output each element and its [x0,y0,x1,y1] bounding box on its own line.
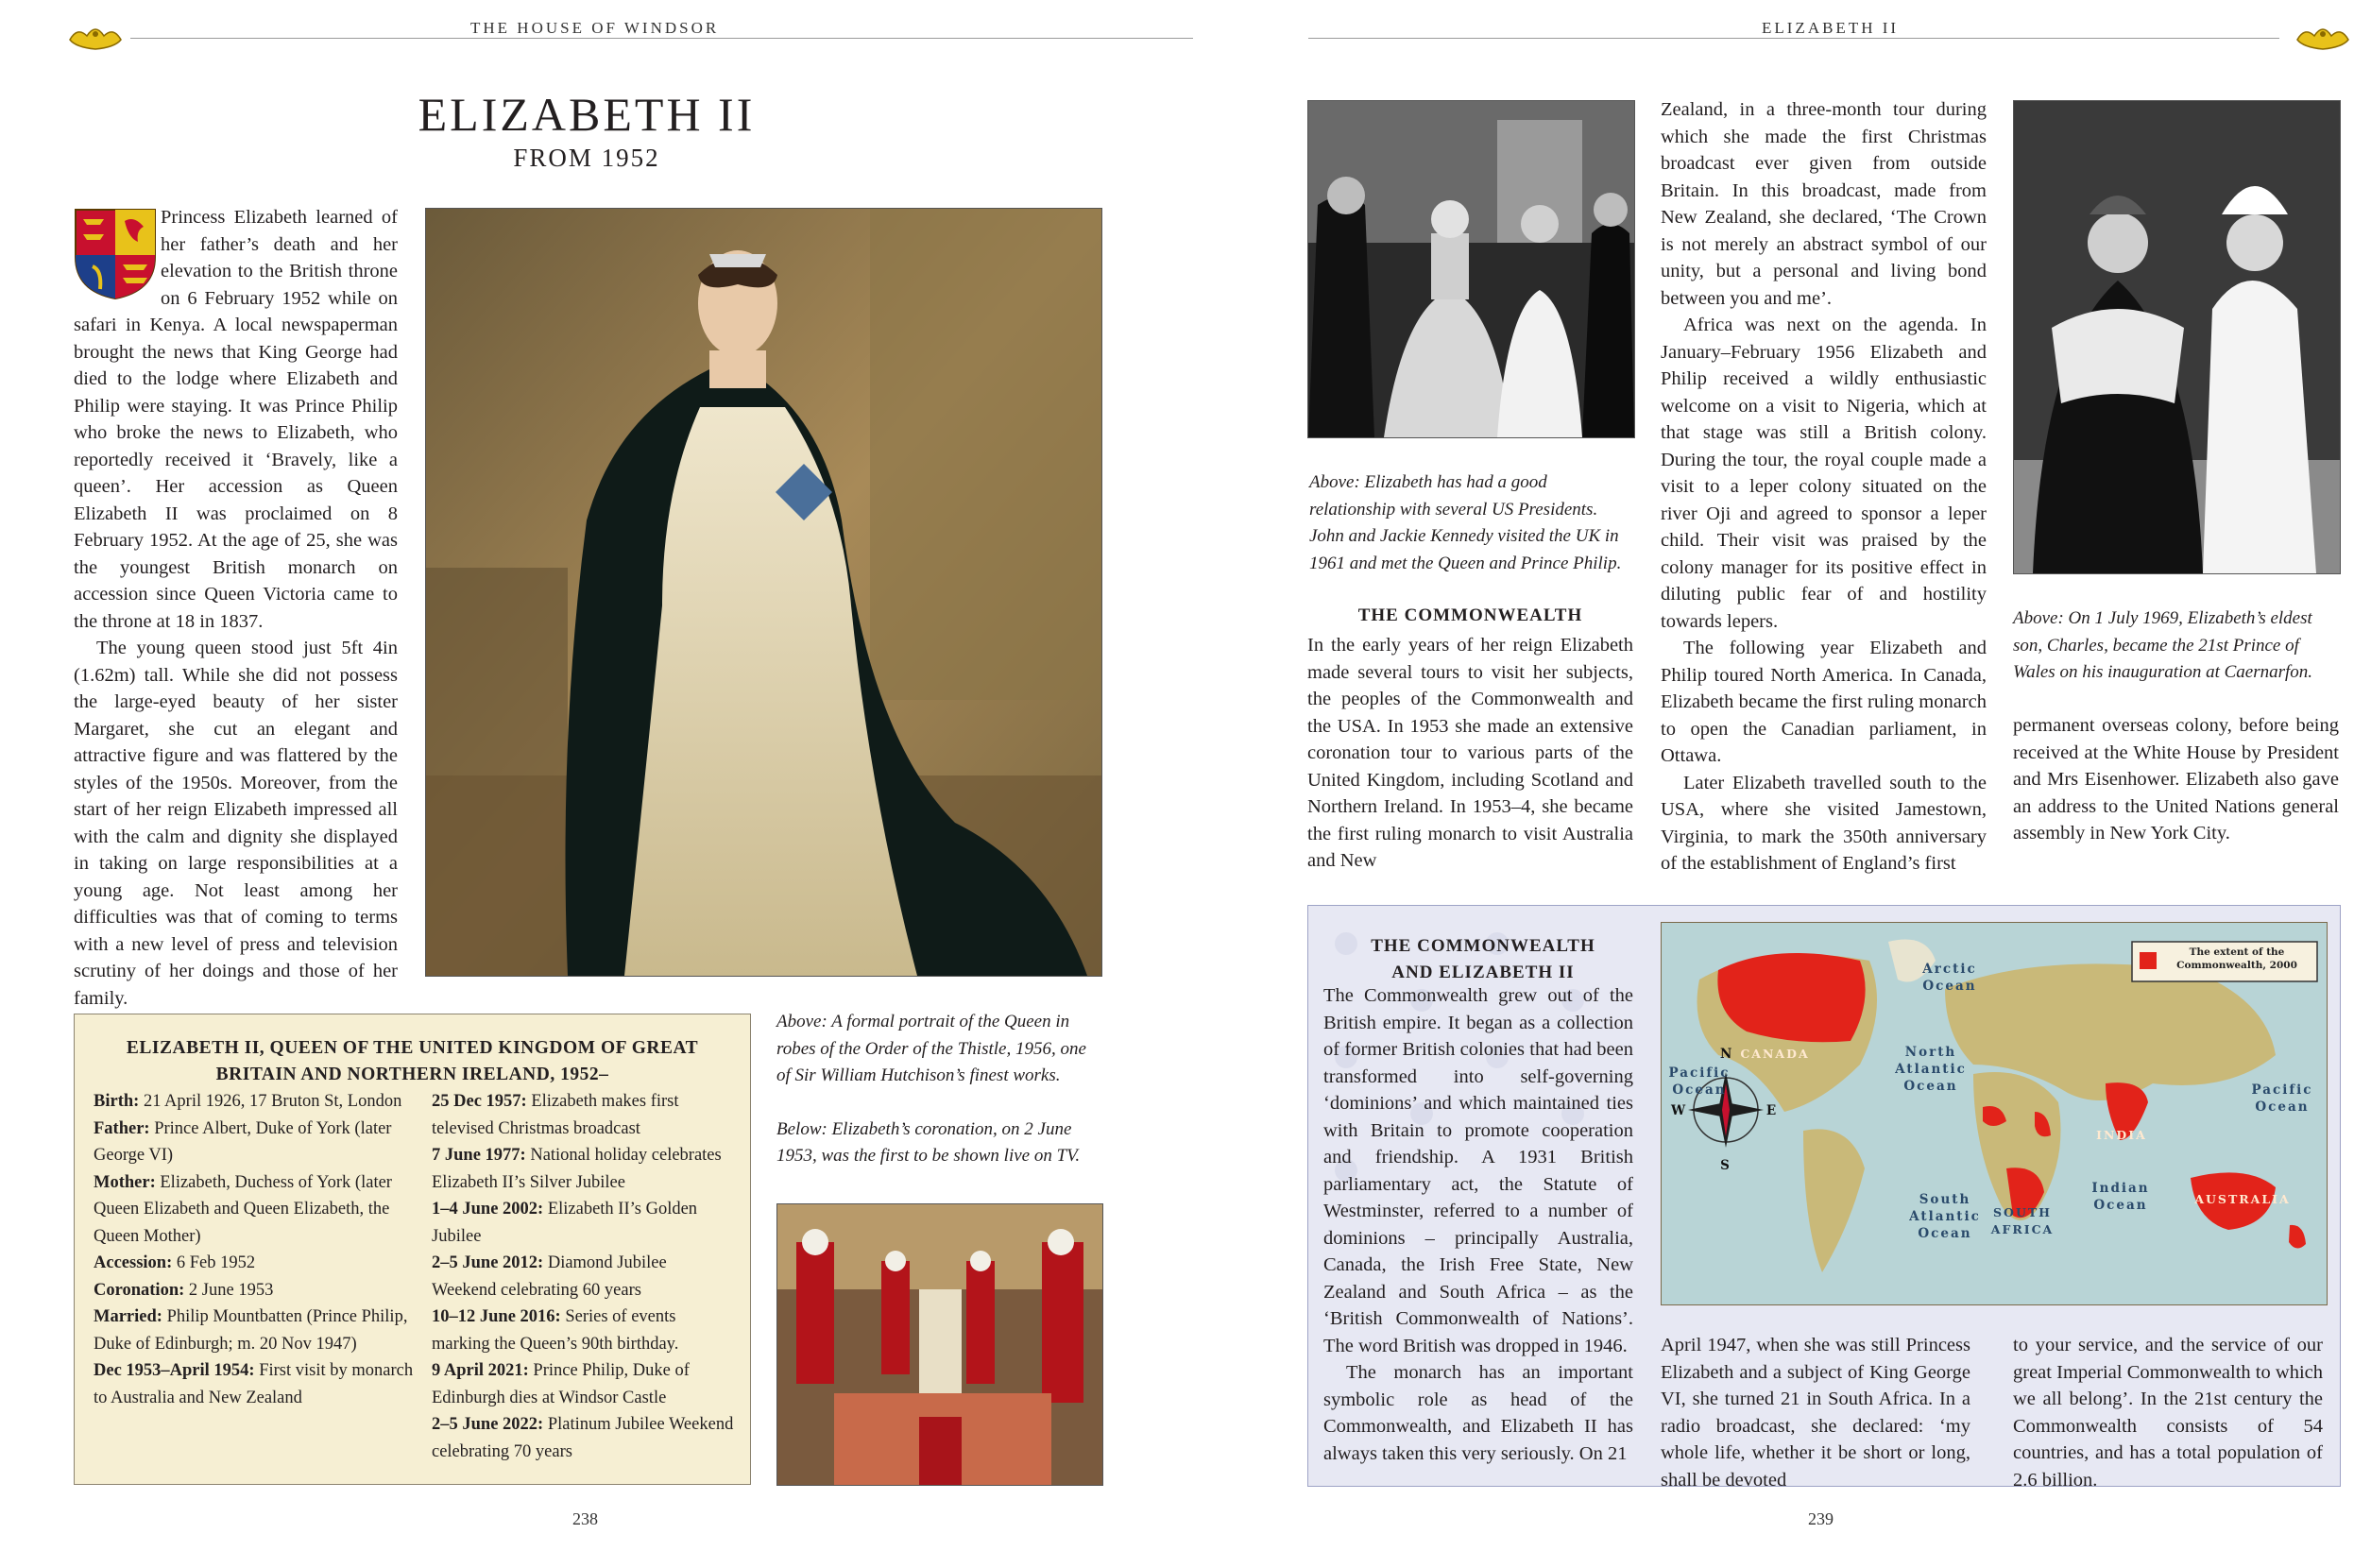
timeline-entry: Mother: Elizabeth, Duchess of York (later Queen Elizabeth and Queen Elizabeth, the Queen Mother) [94,1172,392,1246]
timeline-entry: 1–4 June 2002: Elizabeth II’s Golden Jubilee [432,1200,698,1246]
crown-ornament-icon [2294,21,2352,55]
kennedy-visit-photo [1307,100,1635,438]
body-paragraph: The Commonwealth grew out of the British empire. It began as a collection of former British colonies that had been transformed into self-governing ‘dominions’ and which maintained ties with Britain to promote cooperation and friendship. A 1931 British parliamentary act, the Statute of Westminster, referred to a number of dominions – principally Australia, Canada, the Irish Free State, New Zealand and South Africa – as the ‘British Commonwealth of Nations’. The word British was dropped in 1946. [1323,985,1633,1356]
coronation-photo [776,1203,1103,1486]
caption-kennedy: Above: Elizabeth has had a good relationship with several US Presidents. John and Jackie Kennedy visited the UK in 1961 and met the Queen and Prince Philip. [1309,472,1622,573]
body-paragraph: permanent overseas colony, before being received at the White House by President and Mrs Eisenhower. Elizabeth also gave an address to the United Nations general assembly in New York City. [2013,715,2339,844]
crown-ornament-icon [66,21,125,55]
right-body-column [2013,712,2339,847]
body-paragraph: to your service, and the service of our great Imperial Commonwealth to which we all belong’. In the 21st century the Commonwealth consists of 54 countries, and has a total population of 2.6 billion. [2013,1335,2323,1491]
body-paragraph: The monarch has an important symbolic role as head of the Commonwealth, and Elizabeth II has always taken this very seriously. On 21 [1323,1362,1633,1464]
body-paragraph: In the early years of her reign Elizabeth made several tours to visit her subjects, the peoples of the Commonwealth and the USA. In 1953 she made an extensive coronation tour to various parts of the United Kingdom, including Scotland and Northern Ireland. In 1953–4, she became the first ruling monarch to visit Australia and New [1307,635,1633,871]
title-block [359,87,814,174]
timeline-column-2 [432,1088,734,1465]
timeline-entry: 9 April 2021: Prince Philip, Duke of Edinburgh dies at Windsor Castle [432,1361,690,1407]
compass-north: N [1720,1047,1734,1062]
caption-charles: Above: On 1 July 1969, Elizabeth’s eldest son, Charles, became the 21st Prince of Wales on his inauguration at Caernarfon. [2013,608,2313,682]
body-paragraph: Africa was next on the agenda. In January–February 1956 Elizabeth and Philip received a wildly enthusiastic welcome on a visit to Nigeria, which at that stage was still a British colony. During the tour, the royal couple made a visit to a leper colony situated on the river Oji and agreed to sponsor a leper child. Their visit was praised by the colony manager for its positive effect in diluting public fear of and hostility towards lepers. [1661,315,1987,632]
page-number-right: 239 [1808,1509,1834,1528]
label-canada: CANADA [1740,1047,1810,1061]
label-south-atlantic-ocean: South Atlantic Ocean [1909,1192,1981,1241]
compass-west: W [1671,1103,1688,1118]
body-paragraph: April 1947, when she was still Princess Elizabeth and a subject of King George VI, she turned 21 in South Africa. In a radio broadcast, she declared: ‘my whole life, whether it be short or long, shall be devoted [1661,1335,1970,1491]
running-head-right: ELIZABETH II [1762,19,1900,37]
body-paragraph: Later Elizabeth travelled south to the USA, where she visited Jamestown, Virginia, to mark the 350th anniversary of the establishment of England’s first [1661,772,1987,874]
running-head-left: THE HOUSE OF WINDSOR [470,19,720,37]
timeline-entry: Accession: 6 Feb 1952 [94,1253,256,1272]
body-paragraph: Zealand, in a three-month tour during which she made the first Christmas broadcast ever given from outside Britain. In this broadcast, made from New Zealand, she declared, ‘The Crown is not merely an abstract symbol of our unity, but a personal and living bond between you and me’. [1661,99,1987,309]
legend-text: The extent of the Commonwealth, 2000 [2176,946,2297,971]
prince-charles-investiture-photo [2013,100,2341,574]
timeline-entry: Coronation: 2 June 1953 [94,1280,274,1300]
timeline-entry: 2–5 June 2022: Platinum Jubilee Weekend celebrating 70 years [432,1415,734,1461]
body-paragraph: The following year Elizabeth and Philip toured North America. In Canada, Elizabeth became the first ruling monarch to open the Canadian parliament, in Ottawa. [1661,638,1987,766]
box-column-2 [1661,1332,1970,1493]
queen-portrait-painting [425,208,1102,977]
body-paragraph: Princess Elizabeth learned of her father’s death and her elevation to the British throne on 6 February 1952 while on safari in Kenya. A local newspaperman brought the news that King George had died to the lodge where Elizabeth and Philip were staying. It was Prince Philip who broke the news to Elizabeth, who reportedly received it ‘Bravely, like a queen’. Her accession as Queen Elizabeth II was proclaimed on 8 February 1952. At the age of 25, she was the youngest British monarch on accession since Queen Victoria came to the throne at 18 in 1837. [74,207,398,632]
label-arctic-ocean: Arctic Ocean [1922,962,1977,994]
header-rule-left [130,38,1193,39]
timeline-entry: Father: Prince Albert, Duke of York (later George VI) [94,1118,392,1165]
page-subtitle: FROM 1952 [513,144,660,172]
timeline-entry: 2–5 June 2012: Diamond Jubilee Weekend celebrating 60 years [432,1253,667,1300]
section-heading-commonwealth: THE COMMONWEALTH [1357,605,1583,625]
timeline-entry: Married: Philip Mountbatten (Prince Philip, Duke of Edinburgh; m. 20 Nov 1947) [94,1307,408,1354]
timeline-entry: 7 June 1977: National holiday celebrates Elizabeth II’s Silver Jubilee [432,1146,722,1192]
label-india: INDIA [2096,1128,2147,1142]
header-rule-right [1308,38,2279,39]
timeline-entry: 25 Dec 1957: Elizabeth makes first televised Christmas broadcast [432,1092,679,1138]
page-title: ELIZABETH II [418,88,756,141]
timeline-entry: Dec 1953–April 1954: First visit by monarch to Australia and New Zealand [94,1361,414,1407]
caption-portrait: Above: A formal portrait of the Queen in robes of the Order of the Thistle, 1956, one of Sir William Hutchison’s finest works. [776,1012,1086,1085]
box-column-1 [1323,982,1633,1467]
reign-timeline-box [74,1014,751,1485]
commonwealth-body [1307,632,1633,875]
page-number-left: 238 [572,1509,598,1528]
timeline-heading: ELIZABETH II, QUEEN OF THE UNITED KINGDOM OF GREAT BRITAIN AND NORTHERN IRELAND, 1952– [126,1038,699,1084]
portrait-captions [776,1009,1102,1197]
timeline-entry: Birth: 21 April 1926, 17 Bruton St, London [94,1092,402,1111]
caption-coronation: Below: Elizabeth’s coronation, on 2 June 1953, was the first to be shown live on TV. [776,1118,1081,1166]
timeline-entry: 10–12 June 2016: Series of events marking the Queen’s 90th birthday. [432,1307,679,1354]
label-indian-ocean: Indian Ocean [2091,1181,2150,1213]
timeline-column-1 [94,1088,419,1411]
box-heading: THE COMMONWEALTH AND ELIZABETH II [1371,936,1595,982]
body-paragraph: The young queen stood just 5ft 4in (1.62m) tall. While she did not possess the large-eyed beauty of her sister Margaret, she cut an elegant and attractive figure and was flattered by the styles of the 1950s. Moreover, from the start of her reign Elizabeth impressed all with the calm and dignity she displayed in taking on large responsibilities at a young age. Not least among her difficulties was that of coming to terms with a new level of press and television scrutiny of her doings and those of her family. [74,638,398,1009]
legend-swatch [2140,952,2157,969]
middle-body-column [1661,96,1987,878]
label-north-atlantic-ocean: North Atlantic Ocean [1895,1045,1967,1094]
box-column-3 [2013,1332,2323,1493]
compass-east: E [1765,1103,1779,1118]
label-australia: AUSTRALIA [2194,1192,2291,1206]
label-pacific-ocean-right: Pacific Ocean [2251,1082,2313,1115]
commonwealth-world-map [1661,922,2328,1305]
left-body-column [74,204,398,1012]
label-south-africa: SOUTH AFRICA [1990,1205,2055,1236]
label-pacific-ocean-left: Pacific Ocean [1668,1065,1731,1098]
compass-south: S [1720,1158,1731,1173]
